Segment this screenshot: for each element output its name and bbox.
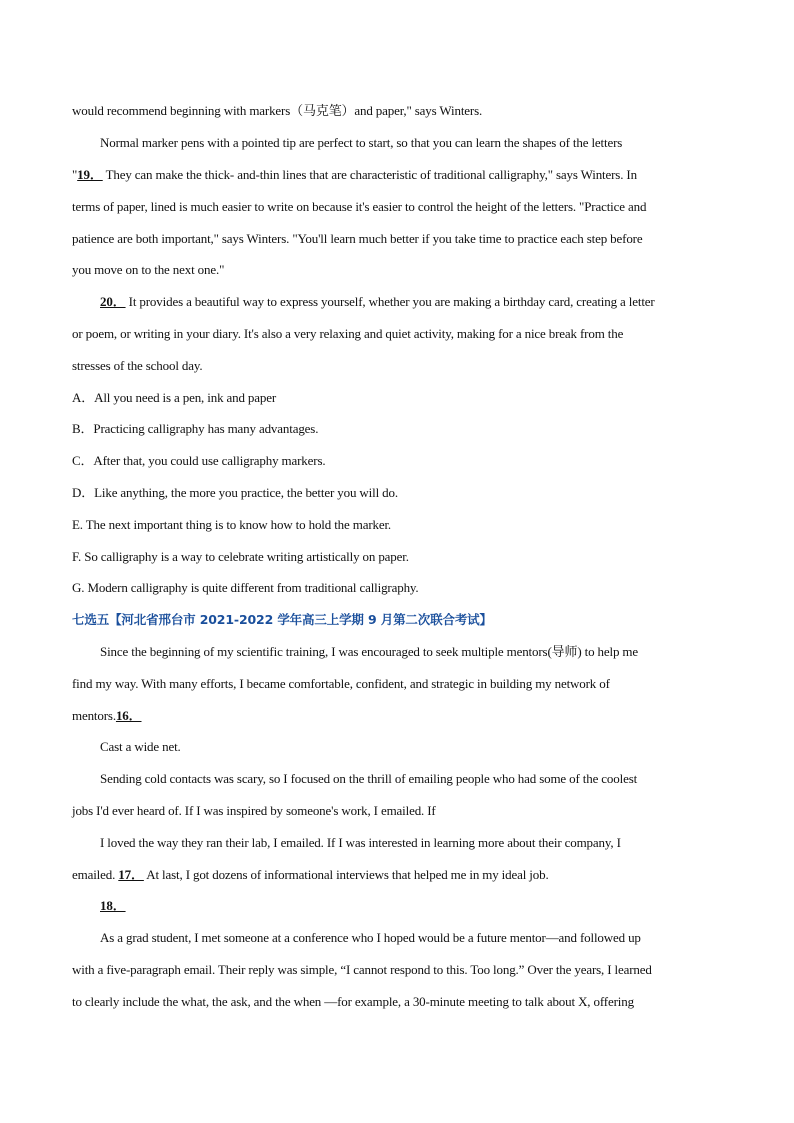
paragraph-line: you move on to the next one." xyxy=(72,262,225,277)
paragraph-line xyxy=(72,167,637,183)
section-source: 【河北省邢台市 2021-2022 学年高三上学期 9 月第二次联合考试】 xyxy=(109,612,492,627)
line-text: emailed. xyxy=(72,867,119,882)
section-heading xyxy=(72,612,492,628)
blank-17: 17． xyxy=(118,867,144,882)
paragraph-line: with a five-paragraph email. Their reply was simple, “I cannot respond to this. Too long.” Over the years, I learned xyxy=(72,962,652,977)
paragraph-line: to clearly include the what, the ask, and the when —for example, a 30-minute meeting to talk about X, offering xyxy=(72,994,634,1009)
subheading: Cast a wide net. xyxy=(100,739,181,754)
option-g: G. Modern calligraphy is quite different from traditional calligraphy. xyxy=(72,580,419,595)
paragraph-line: jobs I'd ever heard of. If I was inspired by someone's work, I emailed. If xyxy=(72,803,436,818)
line-text: They can make the thick- and-thin lines that are characteristic of traditional calligraphy," says Winters. In xyxy=(102,167,637,182)
paragraph-line: Sending cold contacts was scary, so I focused on the thrill of emailing people who had some of the coolest xyxy=(100,771,638,786)
option-e: E. The next important thing is to know how to hold the marker. xyxy=(72,517,392,532)
paragraph-line: terms of paper, lined is much easier to write on because it's easier to control the height of the letters. "Practice and xyxy=(72,199,647,214)
paragraph-line: would recommend beginning with markers（马克笔）and paper," says Winters. xyxy=(72,103,483,118)
option-c: C．After that, you could use calligraphy markers. xyxy=(72,453,326,468)
section-label: 七选五 xyxy=(72,612,110,627)
paragraph-line: Normal marker pens with a pointed tip are perfect to start, so that you can learn the shapes of the letters xyxy=(100,135,623,150)
line-text: mentors. xyxy=(72,708,116,723)
option-d: D．Like anything, the more you practice, the better you will do. xyxy=(72,485,398,500)
option-b: B．Practicing calligraphy has many advantages. xyxy=(72,421,319,436)
option-a: A．All you need is a pen, ink and paper xyxy=(72,390,277,405)
paragraph-line: stresses of the school day. xyxy=(72,358,203,373)
blank-19: 19． xyxy=(77,167,103,182)
line-text: At last, I got dozens of informational interviews that helped me in my ideal job. xyxy=(143,867,549,882)
paragraph-line: patience are both important," says Winters. "You'll learn much better if you take time to practice each step before xyxy=(72,231,643,246)
blank-20: 20． xyxy=(100,294,126,309)
paragraph-line xyxy=(100,294,655,310)
blank-18: 18． xyxy=(100,898,126,913)
paragraph-line xyxy=(72,867,549,883)
paragraph-line: As a grad student, I met someone at a conference who I hoped would be a future mentor—and followed up xyxy=(100,930,641,945)
line-text: It provides a beautiful way to express yourself, whether you are making a birthday card, creating a letter xyxy=(125,294,655,309)
paragraph-line: find my way. With many efforts, I became comfortable, confident, and strategic in building my network of xyxy=(72,676,610,691)
quote-mark: " xyxy=(72,167,78,182)
paragraph-line: or poem, or writing in your diary. It's also a very relaxing and quiet activity, making for a nice break from the xyxy=(72,326,624,341)
paragraph-line: I loved the way they ran their lab, I emailed. If I was interested in learning more about their company, I xyxy=(100,835,621,850)
paragraph-line xyxy=(72,708,142,724)
paragraph-line: Since the beginning of my scientific training, I was encouraged to seek multiple mentors(导师) to help me xyxy=(100,644,638,659)
option-f: F. So calligraphy is a way to celebrate writing artistically on paper. xyxy=(72,549,409,564)
blank-16: 16． xyxy=(115,708,142,723)
paragraph-line xyxy=(100,898,126,914)
